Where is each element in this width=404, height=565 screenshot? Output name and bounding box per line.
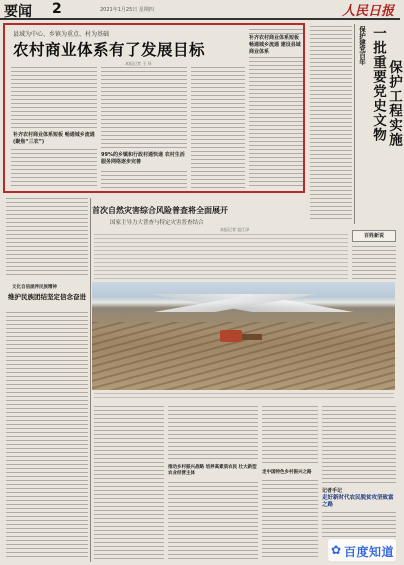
lower-text-col-1 (94, 406, 164, 560)
snow-mountains (92, 294, 395, 312)
lead-subhead-3: 补齐农村商业体系短板 畅通城乡流通 建设县域商业体系 (249, 35, 301, 55)
left-story-text (6, 312, 88, 560)
vertical-kicker: 保护建党百年 (358, 26, 366, 65)
page-number: 2 (52, 1, 62, 17)
lead-kicker: 县域为中心、乡镇为重点、村为基础 (13, 31, 110, 38)
second-story-text (94, 234, 348, 280)
lead-headline: 农村商业体系有了发展目标 (13, 41, 206, 59)
vertical-headline-1: 一批重要党史文物 (370, 26, 386, 142)
lower-subhead-2: 走中国特色乡村振兴之路 (262, 470, 312, 475)
column-divider-left (90, 198, 91, 562)
lower-text-col-4 (322, 406, 396, 484)
tractor (220, 330, 242, 342)
second-story-headline: 首次自然灾害综合风险普查将全面展开 (92, 206, 228, 215)
plowed-field (92, 322, 395, 390)
left-column-text-top (6, 198, 88, 278)
lead-body-col-1 (11, 67, 97, 129)
lead-body-col-3 (191, 67, 245, 189)
newspaper-logo: 人民日报 (341, 4, 394, 19)
column-divider (354, 24, 355, 224)
reporter-note-headline: 走好新时代农民脱贫攻坚致富之路 (322, 495, 394, 508)
lead-subhead-2: 99%的乡镇和行政村通快递 农村生活服务网络逐步完善 (101, 152, 185, 165)
dateline: 2021年1月25日 星期四 (100, 7, 154, 13)
section-name: 要闻 (4, 4, 32, 20)
left-story-headline: 维护民族团结坚定信念奋进 (8, 293, 86, 301)
photo-caption (94, 393, 394, 401)
lead-subhead-1: 补齐农村商业体系短板 畅通城乡流通(聚焦“三农”) (13, 132, 95, 145)
second-story-subtitle: 国家主导力大普查与特定灾害普查结合 (110, 220, 204, 226)
lead-body-col-2 (101, 67, 187, 149)
plough (242, 334, 262, 340)
left-story-kicker: 文化自信涵养民族精神 (12, 285, 57, 290)
lower-text-col-2b (168, 482, 258, 560)
farmland-photo (92, 282, 395, 390)
column-tag: 百姓新说 (352, 230, 396, 242)
lead-body-col-1b (11, 149, 97, 189)
lower-text-col-3b (262, 480, 318, 560)
lead-story-box (3, 23, 305, 193)
watermark-text: 百度知道 (344, 545, 395, 559)
baidu-paw-icon: ✿ (331, 543, 342, 557)
right-column-text (352, 246, 396, 280)
reporter-note-tag: 记者手记 (322, 488, 343, 494)
lower-text-col-2 (168, 406, 258, 462)
middle-right-column-text (310, 26, 352, 222)
lead-byline: 本报记者 王 珂 (125, 61, 152, 66)
lower-text-col-4b (322, 512, 396, 538)
second-story-byline: 本报记者 寇江泽 (220, 227, 250, 232)
lower-text-col-3 (262, 406, 318, 466)
masthead (0, 0, 400, 20)
lower-subhead-1: 推动乡村振兴战略 培养高素质农民 壮大新型农业经营主体 (168, 465, 257, 476)
lead-body-col-4b (249, 57, 303, 189)
lead-body-col-2b (101, 171, 187, 189)
vertical-headline-2: 保护工程实施 (386, 60, 402, 147)
